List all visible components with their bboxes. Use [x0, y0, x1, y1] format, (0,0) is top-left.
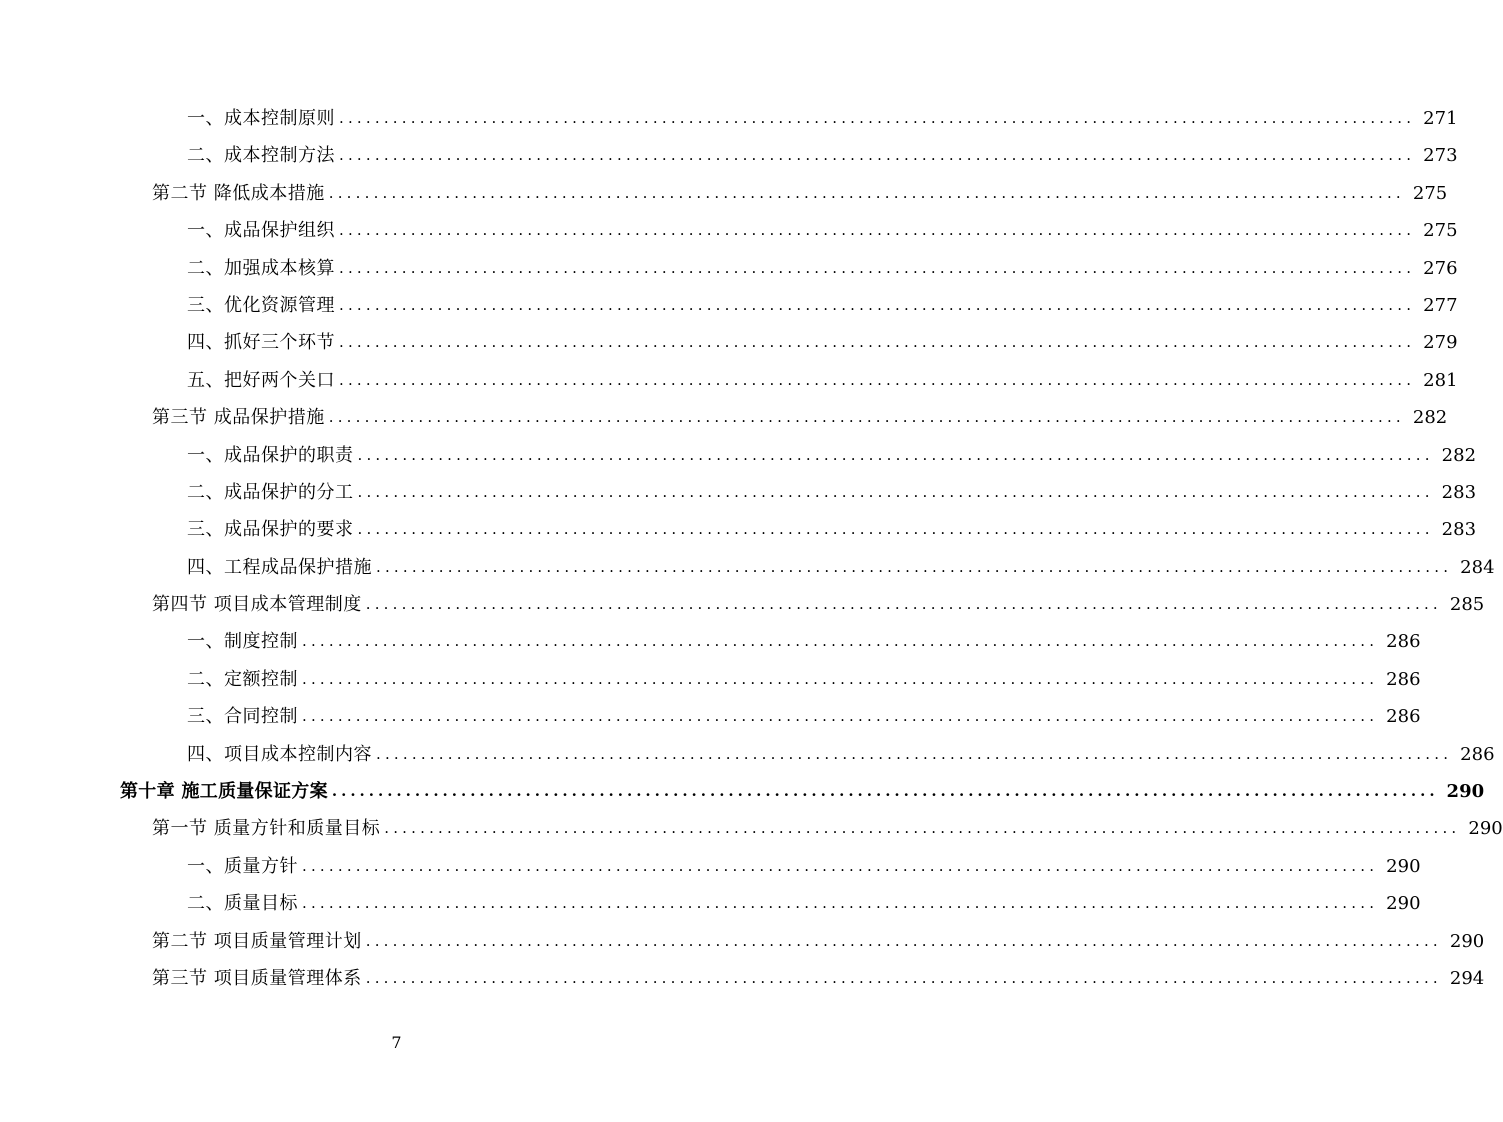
- toc-dot-leader: ........................................................................................................................: [384, 819, 1461, 838]
- toc-entry[interactable]: [0, 324, 1458, 361]
- toc-dot-leader: ........................................................................................................................: [328, 408, 1405, 427]
- toc-entry-title: 四、项目成本控制内容: [187, 743, 372, 765]
- toc-dot-leader: ........................................................................................................................: [339, 295, 1416, 314]
- toc-entry[interactable]: [0, 287, 1458, 324]
- toc-entry-page: 286: [1386, 668, 1421, 690]
- toc-dot-leader: ........................................................................................................................: [365, 968, 1442, 987]
- toc-dot-leader: ........................................................................................................................: [339, 221, 1416, 240]
- toc-entry-page: 290: [1386, 855, 1421, 877]
- toc-entry-page: 286: [1386, 631, 1421, 653]
- toc-entry[interactable]: [0, 736, 1495, 773]
- toc-entry-page: 290: [1386, 893, 1421, 915]
- toc-entry-page: 294: [1449, 967, 1485, 989]
- toc-dot-leader: ........................................................................................................................: [302, 707, 1379, 726]
- toc-entry-title: 一、制度控制: [187, 631, 298, 653]
- toc-dot-leader: ........................................................................................................................: [339, 333, 1416, 352]
- toc-entry-title: 二、成品保护的分工: [187, 481, 354, 503]
- toc-entry[interactable]: [0, 848, 1421, 885]
- toc-section-entry[interactable]: [0, 810, 1503, 847]
- toc-dot-leader: ........................................................................................................................: [357, 520, 1434, 539]
- toc-entry-title: 三、成品保护的要求: [187, 519, 354, 541]
- toc-entry-page: 277: [1423, 294, 1458, 316]
- toc-entry-title: 一、成本控制原则: [187, 108, 335, 129]
- toc-entry[interactable]: [0, 885, 1421, 922]
- toc-entry-page: 276: [1423, 257, 1458, 279]
- toc-dot-leader: ........................................................................................................................: [376, 557, 1453, 576]
- toc-entry[interactable]: [0, 362, 1458, 399]
- toc-dot-leader: ........................................................................................................................: [376, 744, 1453, 763]
- toc-entry-page: 282: [1441, 444, 1477, 466]
- toc-entry-title: 第一节 质量方针和质量目标: [152, 818, 381, 840]
- toc-entry-page: 290: [1449, 930, 1485, 952]
- toc-chapter-entry[interactable]: [0, 773, 1485, 810]
- toc-entry[interactable]: [0, 511, 1477, 548]
- toc-entry-title: 一、质量方针: [187, 855, 298, 877]
- toc-entry-page: 275: [1412, 182, 1448, 204]
- toc-entry-title: 第二节 项目质量管理计划: [152, 930, 362, 952]
- toc-entry-page: 286: [1460, 743, 1495, 765]
- toc-section-entry[interactable]: [0, 923, 1485, 960]
- toc-entry-title: 第十章 施工质量保证方案: [120, 781, 328, 803]
- toc-dot-leader: ........................................................................................................................: [302, 632, 1379, 651]
- toc-entry-page: 271: [1423, 108, 1458, 129]
- toc-entry-page: 284: [1460, 556, 1495, 578]
- toc-entry-page: 290: [1446, 781, 1485, 803]
- toc-entry[interactable]: [0, 549, 1495, 586]
- toc-entry-page: 281: [1423, 369, 1458, 391]
- toc-entry-title: 四、抓好三个环节: [187, 332, 335, 354]
- toc-entry-title: 二、成本控制方法: [187, 145, 335, 167]
- toc-entry[interactable]: [0, 212, 1458, 249]
- toc-dot-leader: ........................................................................................................................: [302, 894, 1379, 913]
- toc-entry[interactable]: [0, 474, 1477, 511]
- toc-dot-leader: ........................................................................................................................: [339, 146, 1416, 165]
- page-number: 7: [391, 1033, 402, 1052]
- toc-entry-title: 一、成品保护的职责: [187, 444, 354, 466]
- toc-dot-leader: ........................................................................................................................: [339, 258, 1416, 277]
- toc-entry-title: 第四节 项目成本管理制度: [152, 594, 362, 616]
- toc-entry-title: 二、定额控制: [187, 668, 298, 690]
- toc-entry-page: 273: [1423, 145, 1458, 167]
- toc-entry-title: 一、成品保护组织: [187, 220, 335, 242]
- toc-entry-title: 五、把好两个关口: [187, 369, 335, 391]
- toc-entry[interactable]: [0, 661, 1421, 698]
- toc-dot-leader: ........................................................................................................................: [331, 782, 1439, 801]
- toc-dot-leader: ........................................................................................................................: [365, 931, 1442, 950]
- toc-entry-page: 290: [1468, 818, 1503, 840]
- toc-section-entry[interactable]: [0, 586, 1485, 623]
- toc-entry-title: 四、工程成品保护措施: [187, 556, 372, 578]
- toc-dot-leader: ........................................................................................................................: [328, 183, 1405, 202]
- toc-entry[interactable]: [0, 250, 1458, 287]
- toc-dot-leader: ........................................................................................................................: [339, 370, 1416, 389]
- toc-entry-page: 283: [1441, 481, 1477, 503]
- toc-dot-leader: ........................................................................................................................: [357, 445, 1434, 464]
- toc-entry-page: 286: [1386, 706, 1421, 728]
- toc-entry-title: 第三节 成品保护措施: [152, 407, 325, 429]
- toc-entry-page: 282: [1412, 407, 1448, 429]
- toc-section-entry[interactable]: [0, 175, 1448, 212]
- toc-entry[interactable]: [0, 623, 1421, 660]
- toc-entry-page: 283: [1441, 519, 1477, 541]
- toc-dot-leader: ........................................................................................................................: [302, 669, 1379, 688]
- toc-entry-title: 第三节 项目质量管理体系: [152, 967, 362, 989]
- toc-section-entry[interactable]: [0, 960, 1485, 997]
- toc-entry-page: 285: [1449, 594, 1485, 616]
- toc-section-entry[interactable]: [0, 399, 1448, 436]
- toc-dot-leader: ........................................................................................................................: [365, 595, 1442, 614]
- toc-entry-page: 279: [1423, 332, 1458, 354]
- toc-dot-leader: ........................................................................................................................: [339, 109, 1416, 127]
- toc-entry-title: 二、加强成本核算: [187, 257, 335, 279]
- toc-entry-title: 三、合同控制: [187, 706, 298, 728]
- toc-entry-title: 三、优化资源管理: [187, 294, 335, 316]
- table-of-contents: [0, 100, 1503, 997]
- toc-entry[interactable]: [0, 100, 1458, 137]
- toc-entry-title: 二、质量目标: [187, 893, 298, 915]
- toc-dot-leader: ........................................................................................................................: [302, 856, 1379, 875]
- toc-dot-leader: ........................................................................................................................: [357, 482, 1434, 501]
- toc-entry-page: 275: [1423, 220, 1458, 242]
- toc-entry[interactable]: [0, 698, 1421, 735]
- toc-entry[interactable]: [0, 437, 1477, 474]
- toc-entry[interactable]: [0, 137, 1458, 174]
- toc-entry-title: 第二节 降低成本措施: [152, 182, 325, 204]
